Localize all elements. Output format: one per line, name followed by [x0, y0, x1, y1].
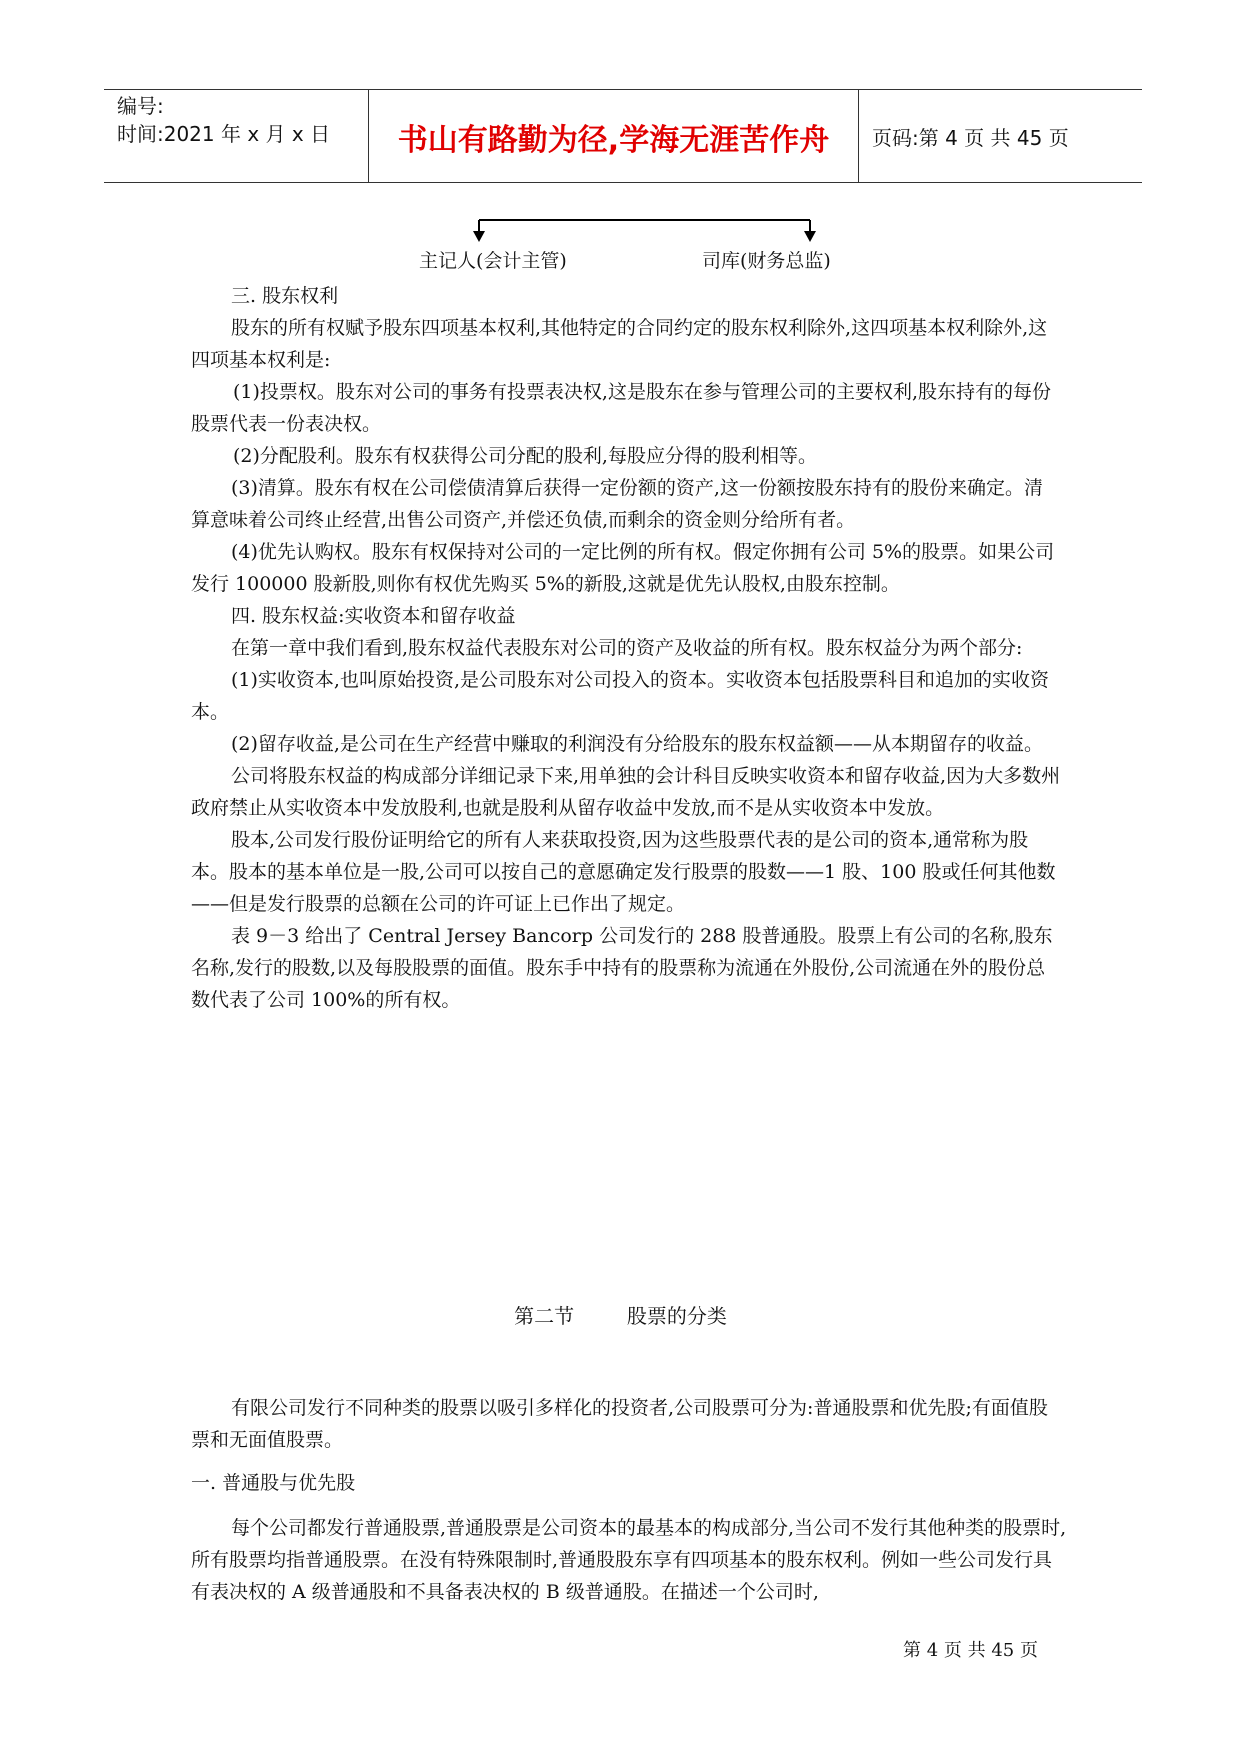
section-number: 第二节: [514, 1304, 575, 1328]
subheading-common-preferred: 一. 普通股与优先股: [191, 1472, 356, 1494]
header-time-label: 时间:2021 年 x 月 x 日: [117, 122, 331, 146]
paragraph: 有限公司发行不同种类的股票以吸引多样化的投资者,公司股票可分为:普通股票和优先股;有面值股票和无面值股票。: [191, 1397, 1048, 1451]
body-text: [191, 280, 1061, 1016]
paragraph: (1)实收资本,也叫原始投资,是公司股东对公司投入的资本。实收资本包括股票科目和追加的实收资本。: [191, 669, 1049, 723]
org-chart-connector: [0, 0, 1241, 260]
org-node-bookkeeper: 主记人(会计主管): [419, 250, 567, 272]
page-footer: 第 4 页 共 45 页: [903, 1640, 1038, 1661]
section-title: [0, 1300, 1241, 1329]
paragraph: (2)分配股利。股东有权获得公司分配的股利,每股应分得的股利相等。: [233, 445, 817, 467]
paragraph: 公司将股东权益的构成部分详细记录下来,用单独的会计科目反映实收资本和留存收益,因为大多数州政府禁止从实收资本中发放股利,也就是股利从留存收益中发放,而不是从实收资本中发放。: [191, 765, 1061, 819]
heading-shareholder-equity: 四. 股东权益:实收资本和留存收益: [231, 605, 516, 627]
org-node-treasurer: 司库(财务总监): [702, 250, 831, 272]
paragraph: (1)投票权。股东对公司的事务有投票表决权,这是股东在参与管理公司的主要权利,股东持有的每份股票代表一份表决权。: [191, 381, 1051, 435]
paragraph: (3)清算。股东有权在公司偿债清算后获得一定份额的资产,这一份额按股东持有的股份来确定。清算意味着公司终止经营,出售公司资产,并偿还负债,而剩余的资金则分给所有者。: [191, 477, 1043, 531]
header-motto: 书山有路勤为径,学海无涯苦作舟: [397, 123, 830, 158]
paragraph: 股东的所有权赋予股东四项基本权利,其他特定的合同约定的股东权利除外,这四项基本权利除外,这四项基本权利是:: [191, 317, 1048, 371]
header-page-label: 页码:第 4 页 共 45 页: [872, 126, 1069, 150]
paragraph: (4)优先认购权。股东有权保持对公司的一定比例的所有权。假定你拥有公司 5%的股票。如果公司发行 100000 股新股,则你有权优先购买 5%的新股,这就是优先认股权,由股东控制。: [191, 541, 1055, 595]
paragraph: 每个公司都发行普通股票,普通股票是公司资本的最基本的构成部分,当公司不发行其他种类的股票时,所有股票均指普通股票。在没有特殊限制时,普通股股东享有四项基本的股东权利。例如一些公司发行具有表决权的 A 级普通股和不具备表决权的 B 级普通股。在描述一个公司时,: [191, 1517, 1067, 1603]
paragraph: (2)留存收益,是公司在生产经营中赚取的利润没有分给股东的股东权益额——从本期留存的收益。: [231, 733, 1043, 755]
heading-shareholder-rights: 三. 股东权利: [231, 285, 339, 307]
paragraph: 在第一章中我们看到,股东权益代表股东对公司的资产及收益的所有权。股东权益分为两个部分:: [231, 637, 1023, 659]
section-name: 股票的分类: [626, 1304, 727, 1328]
header-number-label: 编号:: [117, 94, 164, 118]
paragraph: 表 9－3 给出了 Central Jersey Bancorp 公司发行的 288 股普通股。股票上有公司的名称,股东名称,发行的股数,以及每股股票的面值。股东手中持有的股票称为流通在外股份,公司流通在外的股份总数代表了公司 100%的所有权。: [191, 925, 1053, 1011]
paragraph: 股本,公司发行股份证明给它的所有人来获取投资,因为这些股票代表的是公司的资本,通常称为股本。股本的基本单位是一股,公司可以按自己的意愿确定发行股票的股数——1 股、100 股或任何其他数——但是发行股票的总额在公司的许可证上已作出了规定。: [191, 829, 1056, 915]
section-intro: [191, 1392, 1061, 1456]
section-body: [191, 1512, 1071, 1608]
